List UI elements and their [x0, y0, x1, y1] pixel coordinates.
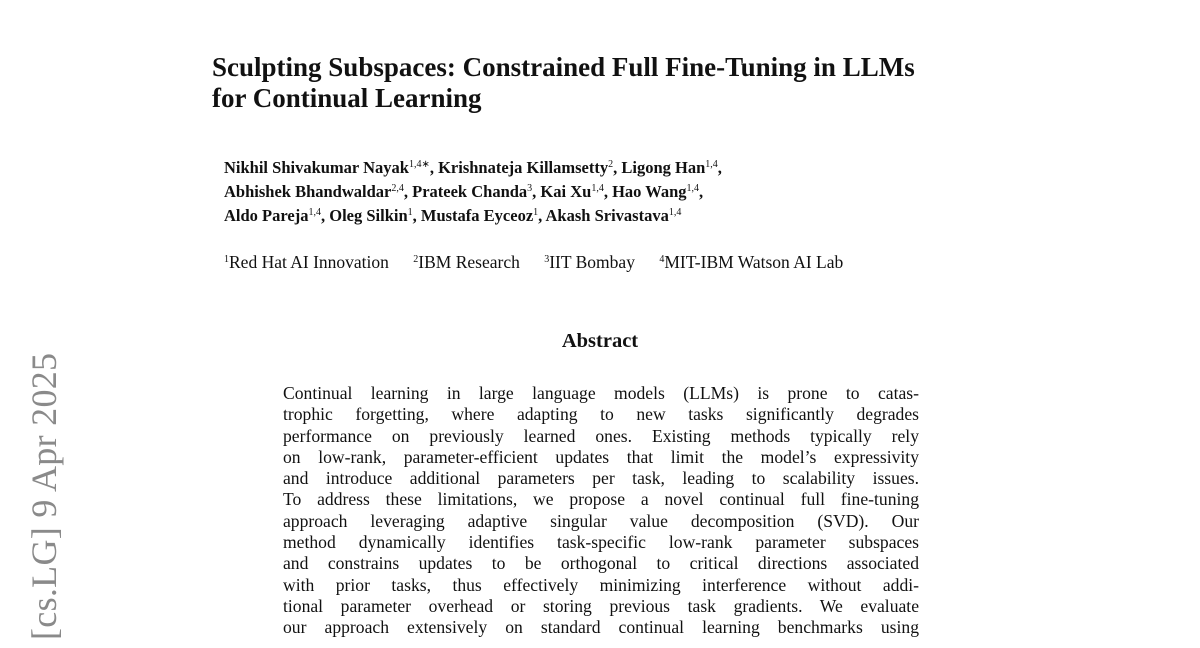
author-affil-sup: 1,4 — [308, 207, 321, 218]
affiliation-name: IIT Bombay — [549, 252, 635, 272]
affiliation-number: 2 — [413, 254, 419, 265]
author-affil-sup: 1,4 — [668, 207, 682, 218]
abstract-heading: Abstract — [561, 330, 639, 352]
author-name: Hao Wang — [612, 182, 687, 201]
author-name: Ligong Han — [621, 158, 706, 177]
author-affil-sup: 1 — [407, 207, 413, 218]
arxiv-side-stamp: [cs.LG] 9 Apr 2025 — [24, 352, 64, 640]
author-name: Abhishek Bhandwaldar — [224, 182, 392, 201]
author-affil-sup: 2,4 — [391, 183, 404, 194]
author-line-3 — [224, 204, 984, 228]
affiliation-number: 1 — [224, 254, 229, 265]
affiliation-item — [413, 252, 520, 272]
author-name: Oleg Silkin — [329, 206, 408, 225]
abstract-line: on low-rank, parameter-efficient updates that limit the model’s expressivity — [283, 446, 919, 467]
author-affil-sup: 1,4∗ — [408, 159, 430, 170]
affiliation-list — [224, 251, 863, 273]
paper-title — [212, 52, 1012, 114]
title-line-1: Sculpting Subspaces: Constrained Full Fine-Tuning in LLMs — [212, 52, 915, 82]
abstract-line: method dynamically identifies task-specific low-rank parameter subspaces — [283, 532, 919, 553]
author-line-1 — [224, 156, 984, 180]
author-name: Prateek Chanda — [412, 182, 528, 201]
author-separator: , — [538, 206, 546, 225]
abstract-line: with prior tasks, thus effectively minimizing interference without addi- — [283, 574, 919, 595]
author-separator: , — [603, 182, 613, 201]
abstract-line: approach leveraging adaptive singular value decomposition (SVD). Our — [283, 510, 919, 531]
affiliation-item — [224, 252, 389, 272]
affiliation-item — [659, 252, 843, 272]
author-separator: , — [412, 206, 421, 225]
author-name: Krishnateja Killamsetty — [438, 158, 609, 177]
abstract-line: tional parameter overhead or storing previous task gradients. We evaluate — [283, 595, 919, 616]
abstract-line: and constrains updates to be orthogonal to critical directions associated — [283, 553, 919, 574]
author-affil-sup: 1,4 — [705, 159, 718, 170]
abstract-line: performance on previously learned ones. Existing methods typically rely — [283, 425, 919, 446]
author-affil-sup: 1 — [533, 207, 539, 218]
abstract-line: our approach extensively on standard continual learning benchmarks using — [283, 617, 919, 638]
author-affil-sup: 3 — [527, 183, 533, 194]
author-separator: , — [699, 182, 704, 201]
affiliation-name: Red Hat AI Innovation — [229, 252, 389, 272]
author-separator: , — [717, 158, 722, 177]
abstract-line: trophic forgetting, where adapting to new tasks significantly degrades — [283, 404, 919, 425]
abstract-line: and introduce additional parameters per task, leading to scalability issues. — [283, 468, 919, 489]
affiliation-name: IBM Research — [418, 252, 520, 272]
author-name: Kai Xu — [540, 182, 592, 201]
author-affil-sup: 1,4 — [591, 183, 604, 194]
author-line-2 — [224, 180, 984, 204]
author-name: Nikhil Shivakumar Nayak — [224, 158, 409, 177]
affiliation-number: 3 — [544, 254, 550, 265]
affiliation-item — [544, 252, 635, 272]
title-line-2: for Continual Learning — [212, 83, 482, 113]
affiliation-number: 4 — [659, 254, 665, 265]
abstract-line: To address these limitations, we propose a novel continual full fine-tuning — [283, 489, 919, 510]
abstract-line: Continual learning in large language models (LLMs) is prone to catas- — [283, 383, 919, 403]
author-separator: , — [532, 182, 541, 201]
author-list — [224, 156, 984, 228]
affiliation-name: MIT-IBM Watson AI Lab — [664, 252, 844, 272]
author-affil-sup: 1,4 — [686, 183, 699, 194]
author-separator: , — [429, 158, 439, 177]
author-separator: , — [320, 206, 330, 225]
author-name: Mustafa Eyceoz — [420, 206, 534, 225]
author-affil-sup: 2 — [608, 159, 614, 170]
author-separator: , — [403, 182, 413, 201]
abstract-body — [283, 383, 919, 639]
author-name: Aldo Pareja — [224, 206, 309, 225]
author-name: Akash Srivastava — [545, 206, 669, 225]
author-separator: , — [613, 158, 622, 177]
